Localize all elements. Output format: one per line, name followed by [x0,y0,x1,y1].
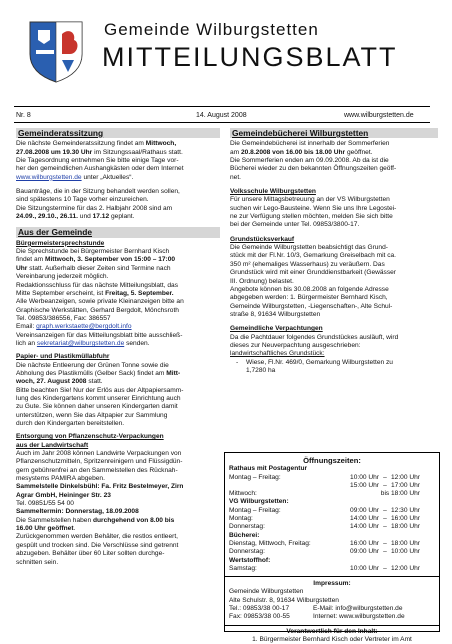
issue-number: Nr. 8 [16,112,31,119]
paragraph: woch, 27. August 2008 statt. [16,378,103,386]
opening-hours-box [224,452,440,643]
paragraph: Grundstück wird mit einer Grunddienstbarkeit (Gewässer [230,269,397,277]
paragraph: stück mit der Fl.Nr. 10/3, Gemarkung Greiselbach mit ca. [230,252,396,260]
paragraph: 24.09., 29.10., 26.11. und 17.12 geplant. [16,213,135,221]
paragraph: unterstützen, wenn Sie das Altpapier zur Sammlung [16,411,168,419]
section-heading-gemeinderatssitzung: Gemeinderatssitzung [16,128,220,138]
paragraph: Bitte beachten Sie! Nur der Erlös aus der Altpapiersamm- [16,386,184,394]
list-item: 1,7280 ha [246,366,276,374]
paragraph: Die Sommerferien enden am 09.09.2008. Ab da ist die [230,157,389,165]
paragraph: dieses zur Neuverpachtung ausgeschrieben: [230,341,361,349]
hours-day: Samstag: [229,564,257,572]
paragraph: Die Tagesordnung entnehmen Sie bitte einige Tage vor- [16,157,179,165]
page-title: MITTEILUNGSBLATT [102,42,398,72]
paragraph: Tel. 09851/55 54 00 [16,500,74,508]
hours-from: 09:00 Uhr [350,548,379,556]
paragraph: lung des Kindergartens kommt unserer Einrichtung auch [16,394,181,402]
subheading-entsorgung: Entsorgung von Pflanzenschutz-Verpackungen [16,433,164,441]
hours-row [225,548,439,556]
hours-dash: – [383,473,387,481]
paragraph: Bauanträge, die in der Sitzung behandelt werden sollen, [16,188,180,196]
paragraph: zu Gute. Sie können daher unseren Kindergarten damit [16,403,178,411]
hours-row [225,482,439,490]
hours-day: Montag – Freitag: [229,473,281,481]
hours-to: 10:00 Uhr [391,548,420,556]
issue-date: 14. August 2008 [196,112,247,119]
hours-row [225,540,439,548]
subheading-grundstuecksverkauf: Grundstücksverkauf [230,235,295,243]
paragraph: findet am Mittwoch, 3. September von 15:00 – 17:00 [16,256,176,264]
hours-to: 18:00 Uhr [391,490,420,498]
paragraph: bei der Gemeinde unter Tel. 09853/3800-17. [230,221,360,229]
paragraph: Für unsere Mittagsbetreuung an der VS Wilburgstetten [230,196,390,204]
impressum-line: Alte Schulstr. 8, 91634 Wilburgstetten [229,596,339,604]
vg-hours [225,507,439,532]
hours-from: 09:00 Uhr [350,506,379,514]
paragraph: schnitten sein. [16,558,59,566]
municipal-crest-icon [28,20,84,84]
paragraph: durch den Kindergarten bereitstellen. [16,420,125,427]
subheading-entsorgung-line2: aus der Landwirtschaft [16,441,89,449]
rathaus-heading: Rathaus mit Postagentur [229,465,308,473]
impressum-line: Gemeinde Wilburgstetten [229,588,304,596]
hours-dash: – [383,481,387,489]
hours-to: 12:30 Uhr [391,506,420,514]
section-heading-aus-der-gemeinde: Aus der Gemeinde [16,227,220,237]
paragraph: Agrar GmbH, Heininger Str. 23 [16,491,111,499]
subheading-verpachtungen: Gemeindliche Verpachtungen [230,325,323,333]
paragraph: abgegeben werden: 1. Bürgermeister Bernhard Kisch, [230,294,388,302]
paragraph: Die Sprechstunde bei Bürgermeister Bernhard Kisch [16,248,170,256]
impressum-line: Fax: 09853/38 00-55 Internet: www.wilburgstetten.de [229,613,405,621]
buecherei-heading: Bücherei: [229,531,260,539]
hours-row [225,565,439,573]
paragraph: Die Sammelstellen haben durchgehend von 8.00 bis [16,516,175,524]
paragraph: Die Sitzungstermine für das 2. Halbjahr 2008 sind am [16,204,173,212]
hours-dash: bis [380,490,390,498]
meta-divider [14,122,430,123]
subheading-volksschule: Volksschule Wilburgstetten [230,188,316,196]
paragraph: Mitte September erscheint, ist Freitag, 5. September. [16,289,174,297]
list-item: - Wiese, Fl.Nr. 469/0, Gemarkung Wilburgstetten zu [236,358,393,366]
paragraph: ne zur Verfügung stellen möchten, melden Sie sich bitte [230,213,393,221]
paragraph: Alle Werbeanzeigen, sowie private Kleinanzeigen bitte an [16,298,184,306]
paragraph: Die Gemeindebücherei ist innerhalb der Sommerferien [230,140,390,148]
hours-dash: – [383,548,387,556]
subheading-muellabfuhr: Papier- und Plastikmüllabfuhr [16,353,110,361]
hours-dash: – [383,564,387,572]
hours-day: Dienstag, Mittwoch, Freitag: [229,539,311,547]
paragraph: am 20.8.2008 von 16.00 bis 18.00 Uhr geöffnet. [230,148,373,156]
hours-to: 18:00 Uhr [391,523,420,531]
paragraph: Uhr statt. Außerhalb dieser Zeiten sind Termine nach [16,264,171,272]
hours-row [225,490,439,498]
hours-from: 14:00 Uhr [350,523,379,531]
wertstoff-heading: Wertstoffhof: [229,556,271,564]
hours-dash: – [383,523,387,531]
hours-to: 17:00 Uhr [391,481,420,489]
paragraph: 27.08.2008 um 19.30 Uhr im Sitzungssaal/Rathaus statt. [16,148,183,156]
hours-to: 12:00 Uhr [391,473,420,481]
paragraph: Gemeinde Wilburgstetten, -Liegenschaften-, Alte Schul- [230,302,393,310]
rathaus-hours [225,474,439,499]
hours-to: 12:00 Uhr [391,564,420,572]
paragraph: Sammeltermin: Donnerstag, 18.09.2008 [16,508,139,516]
paragraph: Vereinsanzeigen für das Mitteilungsblatt bitte ausschließ- [16,331,183,339]
municipality-name: Gemeinde Wilburgstetten [104,20,319,39]
paragraph: Die Gemeinde Wilburgstetten beabsichtigt das Grund- [230,244,388,252]
hours-from: 15:00 Uhr [350,481,379,489]
paragraph: Tel. 09853/386556, Fax: 386557 [16,314,111,322]
hours-dash: – [383,506,387,514]
paragraph: Zurückgenommen werden Behälter, die restlos entleert, [16,533,178,541]
paragraph: www.wilburgstetten.de unter „Aktuelles“. [16,173,134,181]
vg-heading: VG Wilburgstetten: [229,498,289,506]
hours-row [225,523,439,531]
left-column [16,128,220,567]
paragraph: Pflanzenschutzmitteln, Spritzenreinigern und Flüssigdün- [16,458,183,466]
hours-row [225,515,439,523]
hours-day: Montag – Freitag: [229,506,281,514]
paragraph: gern gebührenfrei an den Sammelstellen des Rücknah- [16,466,178,474]
hours-from [325,490,379,498]
hours-from: 10:00 Uhr [350,564,379,572]
paragraph: sind spätestens 10 Tage vorher einzureichen. [16,196,149,204]
hours-from: 10:00 Uhr [350,473,379,481]
responsible-heading: Verantwortlich für den Inhalt: [286,627,378,635]
responsible-line: 1. Bürgermeister Bernhard Kisch oder Vertreter im Amt [252,635,412,643]
paragraph: mesystems PAMIRA abgeben. [16,475,105,483]
email-link-sekretariat[interactable]: sekretariat@wilburgstetten.de [36,339,125,347]
paragraph: 350 m² (ehemaliges Wasserhaus) zu veräußern. Das [230,260,385,268]
paragraph: Graphische Werkstätten, Gerhard Bergdolt, Mönchsroth [16,306,179,314]
paragraph: Vereinbarung jederzeit möglich. [16,273,109,281]
paragraph: gespült und trocken sind. Die Verschlüsse sind getrennt [16,541,179,549]
hours-day [229,482,325,490]
paragraph: 16.00 Uhr geöffnet. [16,525,76,533]
hours-dash: – [383,539,387,547]
hours-day: Donnerstag: [229,548,265,556]
paragraph: Email: graph.werkstaette@bergdolt.info [16,323,132,331]
hours-dash: – [383,515,387,523]
right-column [230,128,438,375]
paragraph: Sammelstelle Dinkelsbühl: Fa. Fritz Bestelmeyer, Zirn [16,483,184,491]
paragraph: abzugeben. Behälter über 60 Liter sollten durchge- [16,550,165,558]
impressum-line: Tel.: 09853/38 00-17 E-Mail: info@wilburgstetten.de [229,605,403,613]
hours-day: Mittwoch: [229,490,257,498]
paragraph: landwirtschaftliches Grundstück: [230,350,325,358]
paragraph: III. Ordnung) belastet. [230,277,294,285]
paragraph: straße 8, 91634 Wilburgstetten [230,310,321,318]
buecherei-hours [225,540,439,557]
subheading-sprechstunde: Bürgermeistersprechstunde [16,239,105,247]
wertstoff-hours [225,565,439,573]
paragraph: Redaktionsschluss für das nächste Mitteilungsblatt, das [16,281,178,289]
hours-to: 16:00 Uhr [391,515,420,523]
paragraph: suchen wir Lego-Bausteine. Wenn Sie uns Ihre Legostei- [230,204,397,212]
email-link-werkstaette[interactable]: graph.werkstaette@bergdolt.info [36,323,132,331]
hours-row [225,507,439,515]
hours-day: Montag: [229,515,253,523]
paragraph: Angebote können bis 30.08.2008 an folgende Adresse [230,285,389,293]
paragraph: Die nächste Entleerung der Grünen Tonne sowie die [16,361,169,369]
paragraph: Bücherei wieder zu den bekannten Öffnungszeiten geöff- [230,165,397,173]
paragraph: Abholung des Plastikmülls (Gelber Sack) findet am Mitt- [16,369,181,377]
impressum-heading: Impressum: [313,580,351,588]
paragraph: her den gemeindlichen Aushangkästen oder dem Internet [16,165,184,173]
paragraph: net. [230,173,241,181]
paragraph: lich an sekretariat@wilburgstetten.de senden. [16,339,150,347]
paragraph: Da die Pachtdauer folgendes Grundstückes ausläuft, wird [230,333,399,341]
box-title: Öffnungszeiten: [303,456,361,465]
paragraph: Die nächste Gemeinderatssitzung findet am Mittwoch, [16,140,177,148]
hours-to: 18:00 Uhr [391,539,420,547]
website-link[interactable]: www.wilburgstetten.de [16,173,82,181]
paragraph: Auch im Jahr 2008 können Landwirte Verpackungen von [16,450,182,458]
top-divider [14,106,430,107]
hours-from: 14:00 Uhr [350,515,379,523]
hours-day: Donnerstag: [229,523,265,531]
hours-from: 16:00 Uhr [350,539,379,547]
hours-row [225,474,439,482]
section-heading-buecherei: Gemeindebücherei Wilburgstetten [230,128,438,138]
website-url: www.wilburgstetten.de [344,112,414,119]
